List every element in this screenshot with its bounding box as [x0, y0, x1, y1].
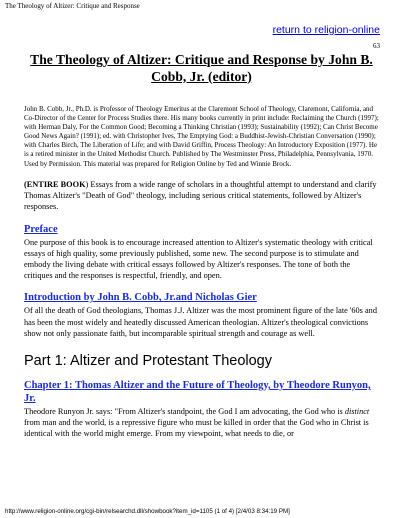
page-number: 63	[373, 42, 380, 50]
chapter-1-summary: Theodore Runyon Jr. says: "From Altizer's standpoint, the God I am advocating, the God who is distinct from man and the world, is a repressive figure who must be killed in order that the God who in Christ is identical with the world might emerge. From my viewpoint, what needs to die, or	[24, 406, 370, 439]
chapter-1-link[interactable]: Chapter 1: Thomas Altizer and the Future of Theology, by Theodore Runyon, Jr.	[24, 379, 371, 404]
main-content	[24, 52, 379, 440]
preface-summary: One purpose of this book is to encourage increased attention to Altizer's systematic theology with critical essays of high quality, some previously published, some new. The second purpose is to stimulate and embody the living debate with critical essays followed by Altizer's responses. The tone of both the critiques and the responses is respectful, friendly, and open.	[24, 237, 373, 281]
preface-link[interactable]: Preface	[24, 223, 58, 235]
part-1-heading: Part 1: Altizer and Protestant Theology	[24, 352, 272, 369]
introduction-link[interactable]: Introduction by John B. Cobb, Jr.and Nicholas Gier	[24, 292, 257, 304]
emphasized-word: distinct	[344, 406, 370, 416]
book-title: The Theology of Altizer: Critique and Response by John B. Cobb, Jr. (editor)	[30, 52, 373, 84]
browser-page-title: The Theology of Altizer: Critique and Response	[5, 2, 140, 10]
entire-book-summary	[24, 179, 379, 213]
author-bio: John B. Cobb, Jr., Ph.D. is Professor of Theology Emeritus at the Claremont School of Theology, Claremont, California, and Co-Director of the Center for Process Studies there. His many books currently in print include: Reclaiming the Church (1997); with Herman Daly, For the Common Good; Becoming a Thinking Christian (1993); Sustainability (1992); Can Christ Become Good News Again? (1991); ed. with Christopher Ives, The Emptying God: a Buddhist-Jewish-Christian Conversation (1990); with Charles Birch, The Liberation of Life; and with David Griffin, Process Theology: An Introductory Exposition (1977). He is a retired minister in the United Methodist Church. Published by The Westminster Press, Philadelphia, Pennsylvania, 1970. Used by Permission. This material was prepared for Religion Online by Ted and Winnie Brock.	[24, 105, 379, 168]
return-to-religion-online-link[interactable]: return to religion-online	[272, 24, 380, 36]
entire-book-label[interactable]: (ENTIRE BOOK	[24, 179, 86, 189]
entire-book-description: ) Essays from a wide range of scholars in a thoughtful attempt to understand and clarify Thomas Altizer's "Death of God" theology, including serious critical statements, followed by Altizer's responses.	[24, 179, 377, 212]
page-footer-url: http://www.religion-online.org/cgi-bin/relsearchd.dll/showbook?item_id=1105 (1 of 4) [2/4/03 8:34:19 PM]	[5, 508, 290, 515]
introduction-summary: Of all the death of God theologians, Thomas J.J. Altizer was the most prominent figure of the late '60s and has been the most widely and heatedly discussed American theologian. Altizer's theological convictions show not only passionate faith, but incomparable spiritual strength and courage as well.	[24, 306, 377, 338]
